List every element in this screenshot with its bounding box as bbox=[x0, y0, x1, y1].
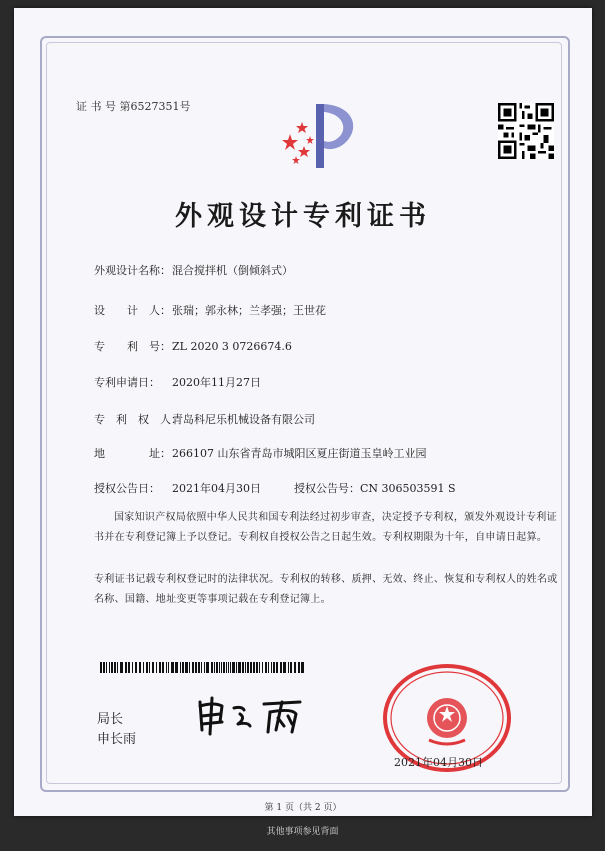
legal-status-note: 专利证书记载专利权登记时的法律状况。专利权的转移、质押、无效、终止、恢复和专利权人的姓名或名称、国籍、地址变更等事项记载在专利登记簿上。 bbox=[94, 574, 558, 605]
qr-code-icon bbox=[498, 103, 554, 159]
barcode-icon bbox=[100, 662, 305, 673]
field-label: 地 址： bbox=[94, 447, 171, 460]
field-value: 青岛科尼乐机械设备有限公司 bbox=[172, 413, 315, 426]
director-title: 局长 bbox=[97, 712, 124, 727]
field-value: 266107 山东省青岛市城阳区夏庄街道玉皇岭工业园 bbox=[172, 447, 427, 460]
patent-office-logo-icon bbox=[276, 98, 362, 174]
field-designers bbox=[94, 302, 326, 318]
field-value: 2020年11月27日 bbox=[172, 376, 261, 389]
field-application-date bbox=[94, 374, 261, 390]
field-design-name bbox=[94, 262, 293, 278]
certificate-title: 外观设计专利证书 bbox=[175, 201, 431, 232]
field-label: 专 利 号： bbox=[94, 340, 171, 353]
field-label: 专 利 权 人： bbox=[94, 413, 182, 426]
field-value: 2021年04月30日 授权公告号：CN 306503591 S bbox=[172, 482, 456, 495]
page-number: 第 1 页（共 2 页） bbox=[264, 803, 342, 813]
field-label: 外观设计名称： bbox=[94, 264, 171, 277]
field-value: 张瑞；郭永林；兰孝强；王世花 bbox=[172, 304, 326, 317]
field-value: ZL 2020 3 0726674.6 bbox=[172, 340, 292, 353]
grant-statement: 国家知识产权局依照中华人民共和国专利法经过初步审查，决定授予专利权，颁发外观设计专利证书并在专利登记簿上予以登记。专利权自授权公告之日起生效。专利权期限为十年，自申请日起算。 bbox=[94, 512, 557, 543]
director-name: 申长雨 bbox=[97, 732, 137, 747]
seal-date: 2021年04月30日 bbox=[394, 756, 483, 769]
certificate-number: 证 书 号 第6527351号 bbox=[76, 100, 191, 113]
field-grant-date bbox=[94, 480, 456, 496]
certificate-page bbox=[14, 8, 592, 816]
footer-note: 其他事项参见背面 bbox=[266, 827, 339, 837]
handwritten-signature-icon bbox=[192, 696, 332, 736]
field-patentee bbox=[94, 411, 315, 427]
field-address bbox=[94, 445, 427, 461]
field-label: 授权公告日： bbox=[94, 482, 160, 495]
field-value: 混合搅拌机（倒倾斜式） bbox=[172, 264, 293, 277]
field-label: 设 计 人： bbox=[94, 304, 171, 317]
field-patent-number bbox=[94, 338, 292, 354]
field-label: 专利申请日： bbox=[94, 376, 160, 389]
